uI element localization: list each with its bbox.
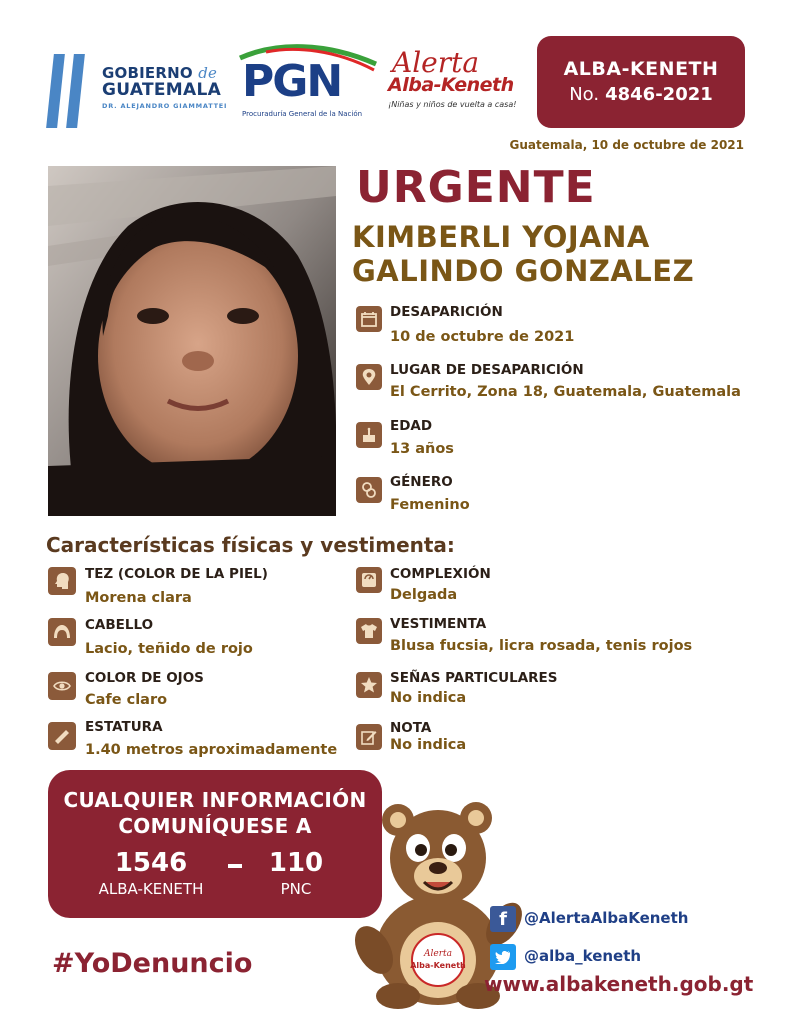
- urgent-heading: URGENTE: [356, 162, 596, 213]
- feature-value-nota: No indica: [390, 737, 467, 753]
- detail-label-desaparicion: DESAPARICIÓN: [390, 304, 503, 320]
- feature-label-vestimenta: VESTIMENTA: [390, 616, 487, 632]
- phone-number-pnc[interactable]: 110: [268, 848, 324, 878]
- note-edit-icon: [356, 724, 382, 750]
- contact-line2: COMUNÍQUESE A: [118, 814, 312, 838]
- alerta-alba-keneth-logo: [388, 44, 528, 124]
- pgn-logo-text: PGN: [242, 56, 342, 107]
- phone-label-alba-keneth: ALBA-KENETH: [98, 880, 204, 898]
- feature-value-estatura: 1.40 metros aproximadamente: [85, 742, 338, 758]
- feature-label-complexion: COMPLEXIÓN: [390, 566, 491, 582]
- case-number-box: [537, 36, 745, 128]
- feature-label-nota: NOTA: [390, 720, 432, 736]
- issue-date: Guatemala, 10 de octubre de 2021: [509, 138, 744, 152]
- twitter-icon: [490, 944, 516, 970]
- hair-icon: [48, 618, 76, 646]
- gobierno-bars-icon: [48, 54, 92, 128]
- alerta-logo-line2: Alba-Keneth: [388, 74, 514, 96]
- svg-text:Alba-Keneth: Alba-Keneth: [410, 961, 466, 970]
- scale-icon: [356, 567, 382, 593]
- pgn-subtitle: Procuraduría General de la Nación: [242, 110, 363, 118]
- feature-label-tez: TEZ (COLOR DE LA PIEL): [85, 566, 268, 582]
- shirt-icon: [356, 618, 382, 644]
- svg-text:Alerta: Alerta: [424, 949, 452, 959]
- gobierno-line1: GOBIERNO de: [102, 64, 218, 82]
- phone-label-pnc: PNC: [280, 880, 312, 898]
- hashtag: #YoDenuncio: [52, 948, 253, 979]
- feature-value-ojos: Cafe claro: [85, 692, 168, 708]
- detail-label-lugar: LUGAR DE DESAPARICIÓN: [390, 362, 584, 378]
- feature-label-senas: SEÑAS PARTICULARES: [390, 670, 558, 686]
- feature-value-complexion: Delgada: [390, 587, 458, 603]
- person-name-line1: KIMBERLI YOJANA: [352, 220, 650, 254]
- detail-value-genero: Femenino: [390, 497, 470, 513]
- face-profile-icon: [48, 567, 76, 595]
- pgn-logo: [236, 44, 384, 124]
- facebook-icon: f: [490, 906, 516, 932]
- calendar-icon: [356, 306, 382, 332]
- feature-label-cabello: CABELLO: [85, 617, 154, 633]
- gobierno-guatemala-logo: [48, 50, 228, 130]
- feature-value-senas: No indica: [390, 690, 467, 706]
- star-icon: [356, 672, 382, 698]
- feature-value-vestimenta: Blusa fucsia, licra rosada, tenis rojos: [390, 638, 693, 654]
- missing-person-photo: [48, 166, 336, 516]
- phone-separator: [228, 864, 242, 868]
- case-title: ALBA-KENETH: [563, 58, 719, 80]
- contact-line1: CUALQUIER INFORMACIÓN: [63, 788, 367, 812]
- features-section-title: Características físicas y vestimenta:: [46, 533, 455, 557]
- detail-label-edad: EDAD: [390, 418, 433, 434]
- eye-icon: [48, 672, 76, 700]
- detail-label-genero: GÉNERO: [390, 474, 453, 490]
- detail-value-lugar: El Cerrito, Zona 18, Guatemala, Guatemala: [390, 384, 741, 400]
- feature-value-tez: Morena clara: [85, 590, 192, 606]
- website-link[interactable]: www.albakeneth.gob.gt: [484, 972, 754, 996]
- birthday-cake-icon: [356, 422, 382, 448]
- feature-label-estatura: ESTATURA: [85, 719, 163, 735]
- alerta-logo-tagline: ¡Niñas y niños de vuelta a casa!: [388, 100, 517, 109]
- feature-value-cabello: Lacio, teñido de rojo: [85, 641, 253, 657]
- detail-value-edad: 13 años: [390, 441, 454, 457]
- location-pin-icon: [356, 364, 382, 390]
- gobierno-line3: DR. ALEJANDRO GIAMMATTEI: [102, 102, 228, 110]
- gobierno-line2: GUATEMALA: [102, 80, 222, 100]
- ruler-icon: [48, 722, 76, 750]
- feature-label-ojos: COLOR DE OJOS: [85, 670, 204, 686]
- portrait-image: [48, 166, 336, 516]
- alerta-logo-line1: Alerta: [392, 46, 480, 79]
- gender-icon: [356, 477, 382, 503]
- case-number: No. 4846-2021: [569, 84, 713, 105]
- contact-info-box: [48, 770, 382, 918]
- phone-number-alba-keneth[interactable]: 1546: [114, 848, 188, 878]
- person-name-line2: GALINDO GONZALEZ: [352, 254, 695, 288]
- detail-value-desaparicion: 10 de octubre de 2021: [390, 329, 575, 345]
